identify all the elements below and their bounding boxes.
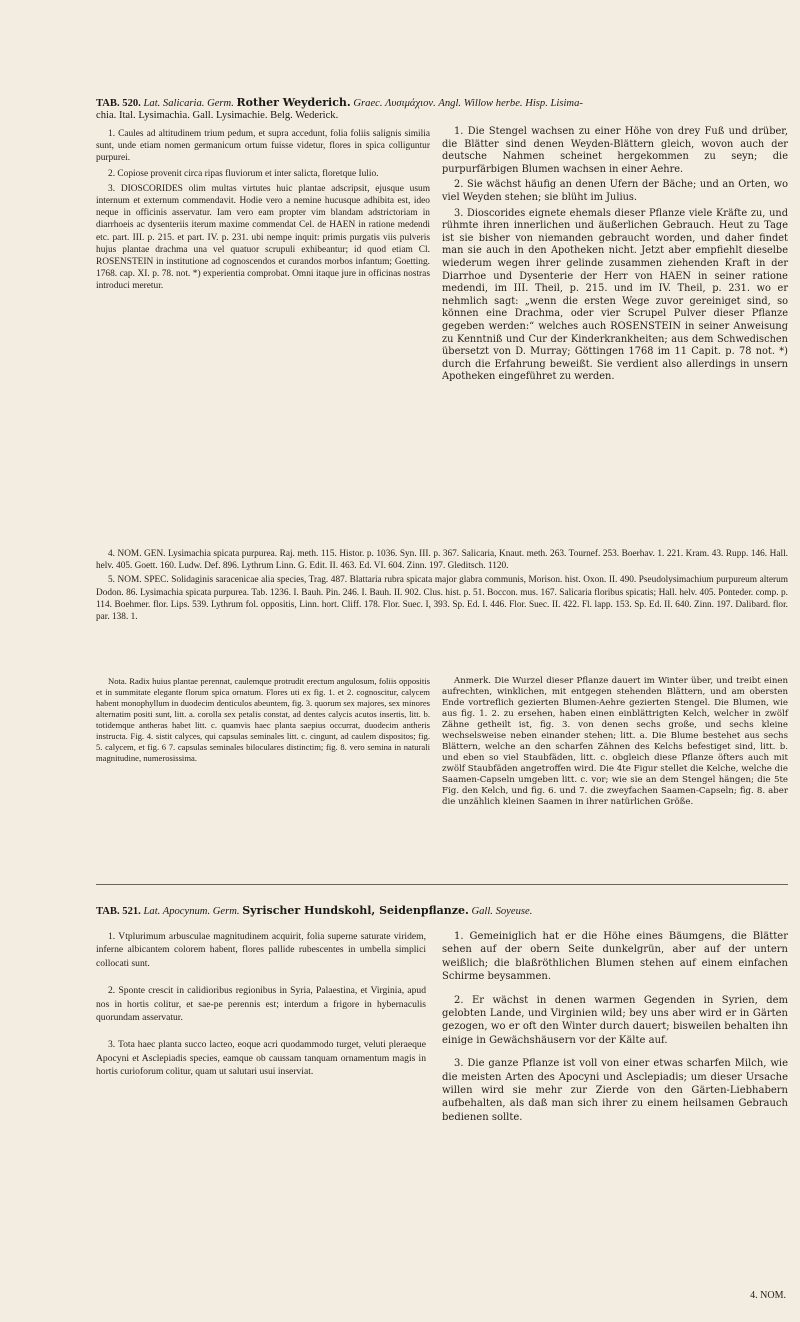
tab520-latin-para-2: 2. Copiose provenit circa ripas fluviorum et inter salicta, floretque Iulio. bbox=[108, 168, 379, 179]
tab520-greek-name: Graec. Λυσιμάχιον. bbox=[353, 98, 436, 109]
tab520-number: TAB. 520. bbox=[96, 98, 141, 109]
tab521-latin-para-2: 2. Sponte crescit in calidioribus regionibus in Syria, Palaestina, et Virginia, apud nos in hortis colitur, et sae-pe perennis est; interdum a frigore in hybernaculis quorundam asservatur. bbox=[96, 985, 426, 1024]
tab520-latin-column bbox=[96, 128, 430, 296]
tab520-nom-gen: 4. NOM. GEN. Lysimachia spicata purpurea. Raj. meth. 115. Histor. p. 1036. Syn. III. p. 367. Salicaria, Knaut. meth. 263. Tournef. 253. Boerhav. 1. 221. Kram. 43. Rupp. 146. Hall. helv. 405. Goett. 160. Ludw. Def. 896. Lythrum Linn. G. Edit. II. 463. Ed. VI. 604. Zinn. 197. Gleditsch. 1120. bbox=[96, 549, 788, 572]
tab520-german-para-1: 1. Die Stengel wachsen zu einer Höhe von drey Fuß und drüber, die Blätter sind denen Weyden-Blättern gleich, wovon auch der deutsche Nahmen scheinet hergekommen zu seyn; die purpurfärbigen Blumen wachsen in einer Aehre. bbox=[442, 126, 788, 175]
tab520-latin-name: Lat. Salicaria. bbox=[143, 98, 205, 109]
tab521-germ-label: Germ. bbox=[212, 906, 240, 917]
tab520-german-name: Rother Weyderich. bbox=[236, 96, 351, 109]
tab520-nota-german-text: Anmerk. Die Wurzel dieser Pflanze dauert im Winter über, und treibt einen aufrechten, winklichen, mit entgegen stehenden Blättern, und am obersten Ende vortreflich gezierten Blumen-Aehre gezierten Stengel. Die Blumen, wie aus fig. 1. 2. zu ersehen, haben einen einblättrigten Kelch, welcher in zwölf Zähne getheilt ist, fig. 3. von denen sechs große, und sechs kleine wechselsweise neben einander stehen; litt. a. Die Blume bestehet aus sechs Blättern, welche an den scharfen Zähnen des Kelchs befestiget sind, litt. b. und eben so viel Staubfäden, litt. c. obgleich diese Pflanze öfters auch mit zwölf Staubfäden angetroffen wird. Die 4te Figur stellet die Kelche, welche die Saamen-Capseln umgeben litt. c. vor; wie sie an dem Stengel hängen; die 5te Fig. den Kelch, und fig. 6. und 7. die zweyfachen Saamen-Capseln; fig. 8. aber die unzählich kleinen Saamen in ihrer natürlichen Größe. bbox=[442, 676, 788, 807]
tab520-header-line1 bbox=[96, 96, 786, 110]
tab520-nota-latin bbox=[96, 676, 430, 767]
catchword: 4. NOM. bbox=[750, 1290, 786, 1301]
tab520-german-para-3: 3. Dioscorides eignete ehemals dieser Pflanze viele Kräfte zu, und rühmte ihren innerlichen und äußerlichen Gebrauch. Heut zu Tage ist sie bisher von niemanden gebraucht worden, und daher findet man sie auch in den Apotheken nicht. Jetzt aber empfiehlt dieselbe wiederum wegen ihrer gelinde zusammen ziehenden Kraft in der Diarrhoe und Dysenterie der Herr von HAEN in seiner ratione medendi, im III. Theil, p. 215. und im IV. Theil, p. 231. wo er nehmlich sagt: „wenn die ersten Wege zuvor gereiniget sind, so können eine Drachma, oder vier Scrupel Pulver dieser Pflanze gegeben werden:“ welches auch ROSENSTEIN in seiner Anweisung zu Kenntniß und Cur der Kinderkrankheiten; aus dem Schwedischen übersetzt von D. Murray; Göttingen 1768 im 11 Capit. p. 78 not. *) durch die Erfahrung beweißt. Sie verdient also allerdings in unsern Apotheken eingeführet zu werden. bbox=[442, 207, 788, 383]
tab521-latin-para-3: 3. Tota haec planta succo lacteo, eoque acri quodammodo turget, veluti pleraeque Apocyni et Asclepiadis species, eamque ob caussam tanquam ornamentum magis in hortis curioforum colitur, quam ut salutari usui inserviat. bbox=[96, 1039, 426, 1078]
tab520-nota-latin-text: Nota. Radix huius plantae perennat, caulemque protrudit erectum angulosum, foliis oppositis et in summitate elegante florum spica ornatum. Flores uti ex fig. 1. et 2. cognoscitur, calycem habent monophyllum in duodecim denticulos abeuntem, fig. 3. quorum sex majores, sex minores alternatim positi sunt, litt. a. corolla sex petalis constat, ad dentes calycis acutos insertis, litt. b. totidemque antheras habet litt. c. quamvis haec planta saepius occurrat, duodecim antheris instructa. Fig. 4. sistit calyces, qui capsulas seminales litt. c. cingunt, ad caulem dispositos; fig. 5. calycem, et fig. 6 7. capsulas seminales biloculares distinctim; fig. 8. vero semina in naturali magnitudine, numerosissima. bbox=[96, 676, 430, 763]
tab520-nomenclature bbox=[96, 548, 788, 625]
tab520-spanish-name: Hisp. Lisima- bbox=[525, 98, 583, 109]
tab521-german-name: Syrischer Hundskohl, Seidenpflanze. bbox=[242, 904, 469, 917]
tab521-latin-column bbox=[96, 930, 426, 1082]
tab521-header bbox=[96, 904, 786, 918]
tab520-latin-para-1: 1. Caules ad altitudinem trium pedum, et supra accedunt, folia foliis salignis similia sunt, unde etiam nomen germanicum ortum fuisse videtur, flores in spica colliguntur purpurei. bbox=[96, 129, 430, 164]
tab520-latin-para-3: 3. DIOSCORIDES olim multas virtutes huic plantae adscripsit, ejusque usum internum et externum commendavit. Hodie vero a nemine hucusque adhibita est, ideo neque in officinis asservatur. Iam vero eam propter vim blandam adstrictoriam in diarrhoeis ac dysenteriis iterum maxime commendat Cel. de HAEN in ratione medendi etc. part. III. p. 215. et part. IV. p. 231. ubi nempe inquit: primis purgatis viis pulveris hujus plantae drachma una vel quatuor scrupuli exhibeantur; id quod etiam Cl. ROSENSTEIN in institutione ad cognoscendos et curandos morbos infantum; Goetting. 1768. cap. XI. p. 78. not. *) experientia comprobat. Omni itaque jure in officinas nostras introduci meretur. bbox=[96, 183, 430, 292]
tab521-german-column bbox=[442, 930, 788, 1127]
tab520-english-name: Angl. Willow herbe. bbox=[438, 98, 523, 109]
tab521-german-para-3: 3. Die ganze Pflanze ist voll von einer etwas scharfen Milch, wie die meisten Arten des Apocyni und Asclepiadis; um dieser Ursache willen wird sie mehr zur Zierde von den Gärten-Liebhabern aufbehalten, als daß man sich ihrer zu einem heilsamen Gebrauch bedienen sollte. bbox=[442, 1058, 788, 1123]
tab520-nom-spec: 5. NOM. SPEC. Solidaginis saracenicae alia species, Trag. 487. Blattaria rubra spicata major glabra communis, Morison. hist. Oxon. II. 490. Pseudolysimachium purpureum alterum Dodon. 86. Lysimachia spicata purpurea. Tab. 1236. I. Bauh. Pin. 246. I. Bauh. II. 902. Clus. hist. p. 51. Boccon. mus. 167. Salicaria floribus spicatis; Hall. helv. 405. Ponteder. comp. p. 114. Boehmer. flor. Lips. 539. Lythrum fol. oppositis, Linn. hort. Cliff. 178. Flor. Suec. I, 393. Sp. Ed. I. 446. Flor. Suec. II. 422. Fl. lapp. 153. Sp. Ed. II. 640. Zinn. 197. Dalibard. flor. par. 138. 1. bbox=[96, 575, 788, 623]
tab521-french-name: Gall. Soyeuse. bbox=[471, 906, 533, 917]
tab520-nota-german bbox=[442, 676, 788, 811]
tab520-header-line2: chia. Ital. Lysimachia. Gall. Lysimachie. Belg. Wederick. bbox=[96, 110, 339, 121]
tab520-german-para-2: 2. Sie wächst häufig an denen Ufern der Bäche; und an Orten, wo viel Weyden stehen; sie blüht im Julius. bbox=[442, 179, 788, 203]
tab521-latin-para-1: 1. Vtplurimum arbusculae magnitudinem acquirit, folia superne saturate viridem, inferne albicantem colorem habent, flores pallide rubescentes in umbella simplici collocati sunt. bbox=[96, 931, 426, 969]
tab521-german-para-2: 2. Er wächst in denen warmen Gegenden in Syrien, dem gelobten Lande, und Virginien wild; bey uns aber wird er in Gärten gezogen, wo er oft den Winter durch dauert; bisweilen behalten ihn einige in Gewächshäusern vor der Kälte auf. bbox=[442, 994, 788, 1046]
tab521-latin-name: Lat. Apocynum. bbox=[143, 906, 211, 917]
tab520-germ-label: Germ. bbox=[207, 98, 234, 109]
tab520-german-column bbox=[442, 126, 788, 387]
tab521-number: TAB. 521. bbox=[96, 906, 141, 917]
tab521-german-para-1: 1. Gemeiniglich hat er die Höhe eines Bäumgens, die Blätter sehen auf der obern Seite dunkelgrün, aber auf der untern weißlich; die blaßröthlichen Blumen stehen auf einem einfachen Schirme beysammen. bbox=[442, 931, 788, 983]
section-divider bbox=[96, 884, 788, 885]
